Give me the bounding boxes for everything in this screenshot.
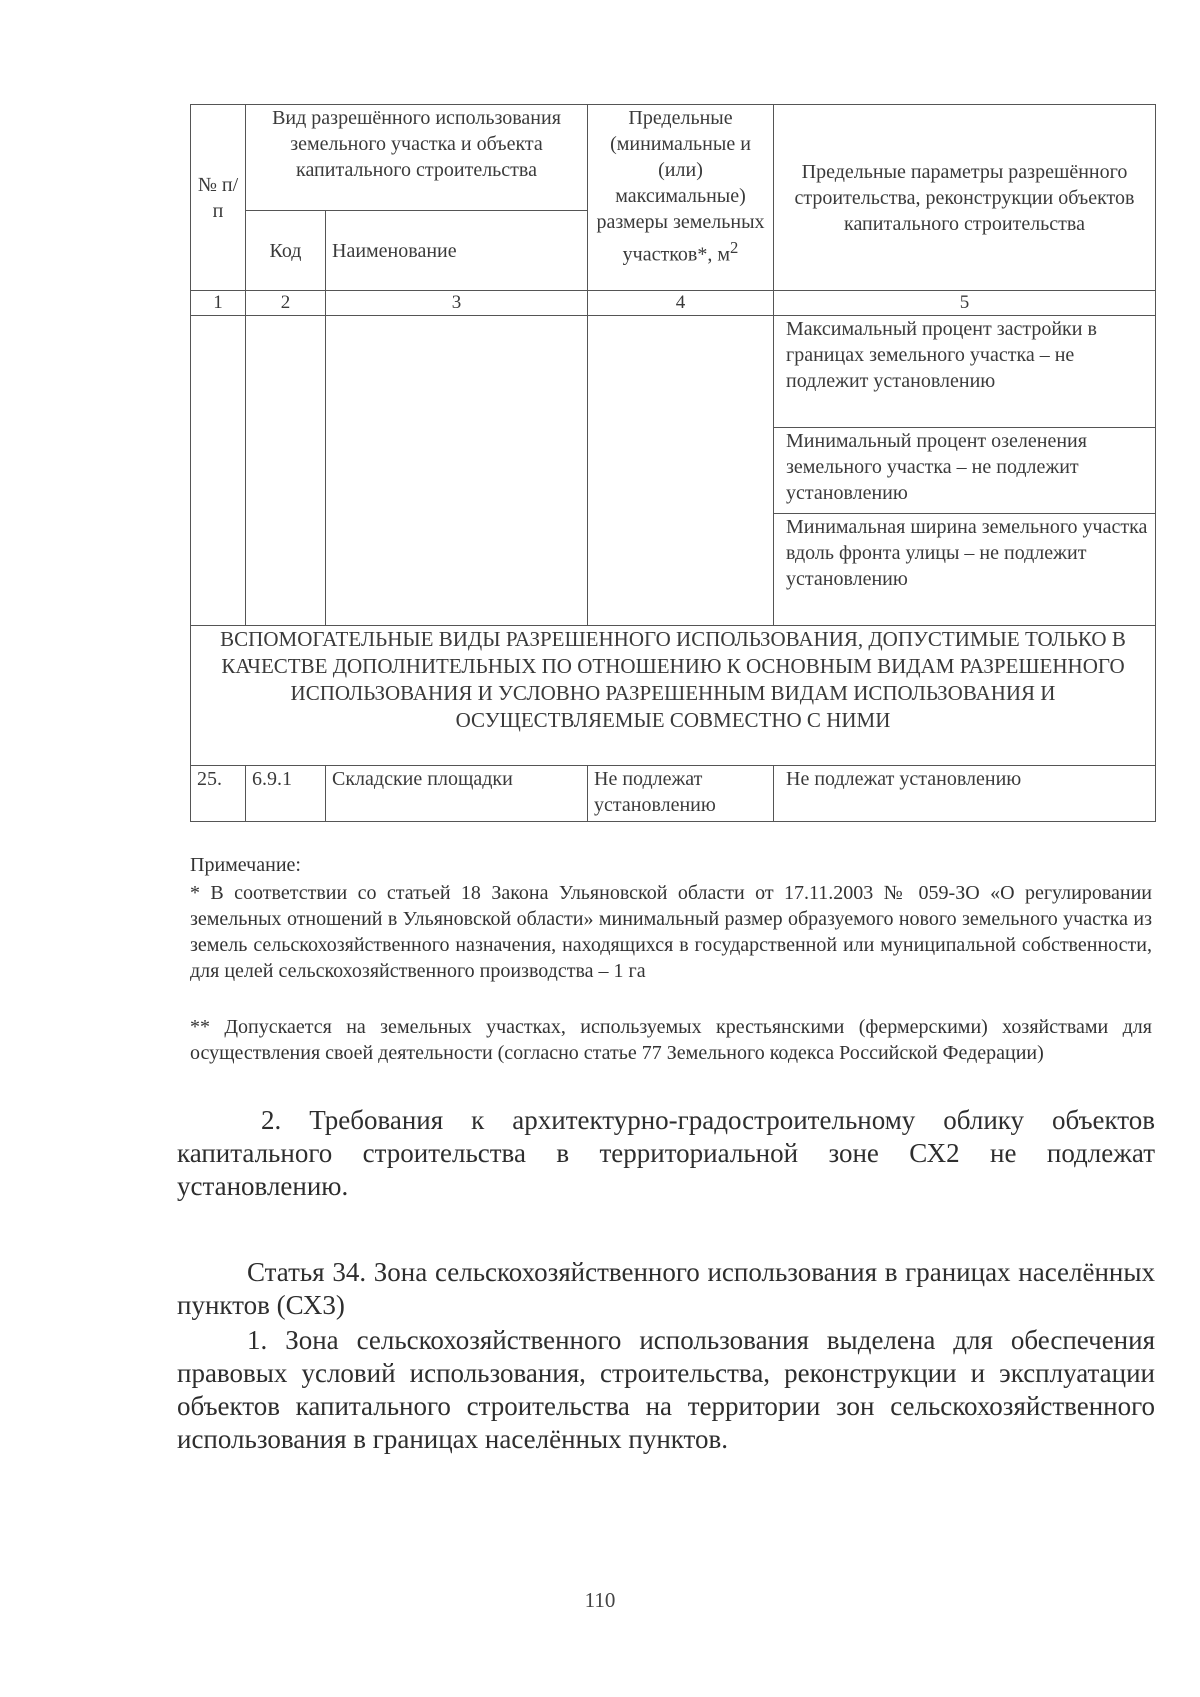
param-max-building: Максимальный процент застройки в границах земельного участка – не подлежит установлению: [774, 316, 1156, 428]
zone-paragraph: 1. Зона сельскохозяйственного использования выделена для обеспечения правовых условий использования, строительства, реконструкции и эксплуатации объектов капитального строительства на территории зон сельскохозяйственного использования в границах населённых пунктов.: [177, 1325, 1155, 1454]
col-number: 2: [246, 291, 326, 316]
column-numbers-row: [191, 291, 1156, 316]
empty-cell: [246, 316, 326, 626]
row-params: Не подлежат установлению: [774, 766, 1156, 822]
param-min-width: Минимальная ширина земельного участка вдоль фронта улицы – не подлежит установлению: [774, 514, 1156, 626]
requirements-paragraph: 2. Требования к архитектурно-градостроительному облику объектов капитального строительства в территориальной зоне СХ2 не подлежат установлению.: [177, 1105, 1155, 1201]
aux-section-row: [191, 626, 1156, 766]
page-number: 110: [584, 1588, 616, 1612]
params-row: [191, 316, 1156, 428]
notes-label: Примечание:: [190, 854, 301, 876]
header-num: № п/п: [191, 105, 246, 291]
empty-cell: [191, 316, 246, 626]
row-sizes: Не подлежат установлению: [588, 766, 774, 822]
param-min-greening: Минимальный процент озеленения земельного участка – не подлежит установлению: [774, 428, 1156, 514]
footnote-1: * В соответствии со статьей 18 Закона Ульяновской области от 17.11.2003 № 059-ЗО «О регулировании земельных отношений в Ульяновской области» минимальный размер образуемого нового земельного участка из земель сельскохозяйственного назначения, находящихся в государственной или муниципальной собственности, для целей сельскохозяйственного производства – 1 га: [190, 882, 1152, 982]
row-name: Складские площадки: [326, 766, 588, 822]
empty-cell: [588, 316, 774, 626]
header-name: Наименование: [326, 211, 588, 291]
header-limit-sizes: [588, 105, 774, 291]
header-limit-sizes-sup: 2: [730, 238, 739, 257]
col-number: 3: [326, 291, 588, 316]
article-heading: Статья 34. Зона сельскохозяйственного использования в границах населённых пунктов (СХ3): [177, 1257, 1155, 1320]
header-kind-group: Вид разрешённого использования земельного участка и объекта капитального строительства: [246, 105, 588, 211]
permitted-use-table: [190, 104, 1156, 822]
footnote-2: ** Допускается на земельных участках, используемых крестьянскими (фермерскими) хозяйствами для осуществления своей деятельности (согласно статье 77 Земельного кодекса Российской Федерации): [190, 1016, 1152, 1064]
table-row: [191, 766, 1156, 822]
row-num: 25.: [191, 766, 246, 822]
row-code: 6.9.1: [246, 766, 326, 822]
col-number: 4: [588, 291, 774, 316]
empty-cell: [326, 316, 588, 626]
col-number: 5: [774, 291, 1156, 316]
col-number: 1: [191, 291, 246, 316]
aux-section-title: ВСПОМОГАТЕЛЬНЫЕ ВИДЫ РАЗРЕШЕННОГО ИСПОЛЬЗОВАНИЯ, ДОПУСТИМЫЕ ТОЛЬКО В КАЧЕСТВЕ ДОПОЛНИТЕЛЬНЫХ ПО ОТНОШЕНИЮ К ОСНОВНЫМ ВИДАМ РАЗРЕШЕННОГО ИСПОЛЬЗОВАНИЯ И УСЛОВНО РАЗРЕШЕННЫМ ВИДАМ ИСПОЛЬЗОВАНИЯ И ОСУЩЕСТВЛЯЕМЫЕ СОВМЕСТНО С НИМИ: [191, 626, 1156, 766]
header-params: Предельные параметры разрешённого строительства, реконструкции объектов капитального строительства: [774, 105, 1156, 291]
header-limit-sizes-text: Предельные (минимальные и (или) максимальные) размеры земельных участков*, м: [596, 107, 765, 266]
header-code: Код: [246, 211, 326, 291]
